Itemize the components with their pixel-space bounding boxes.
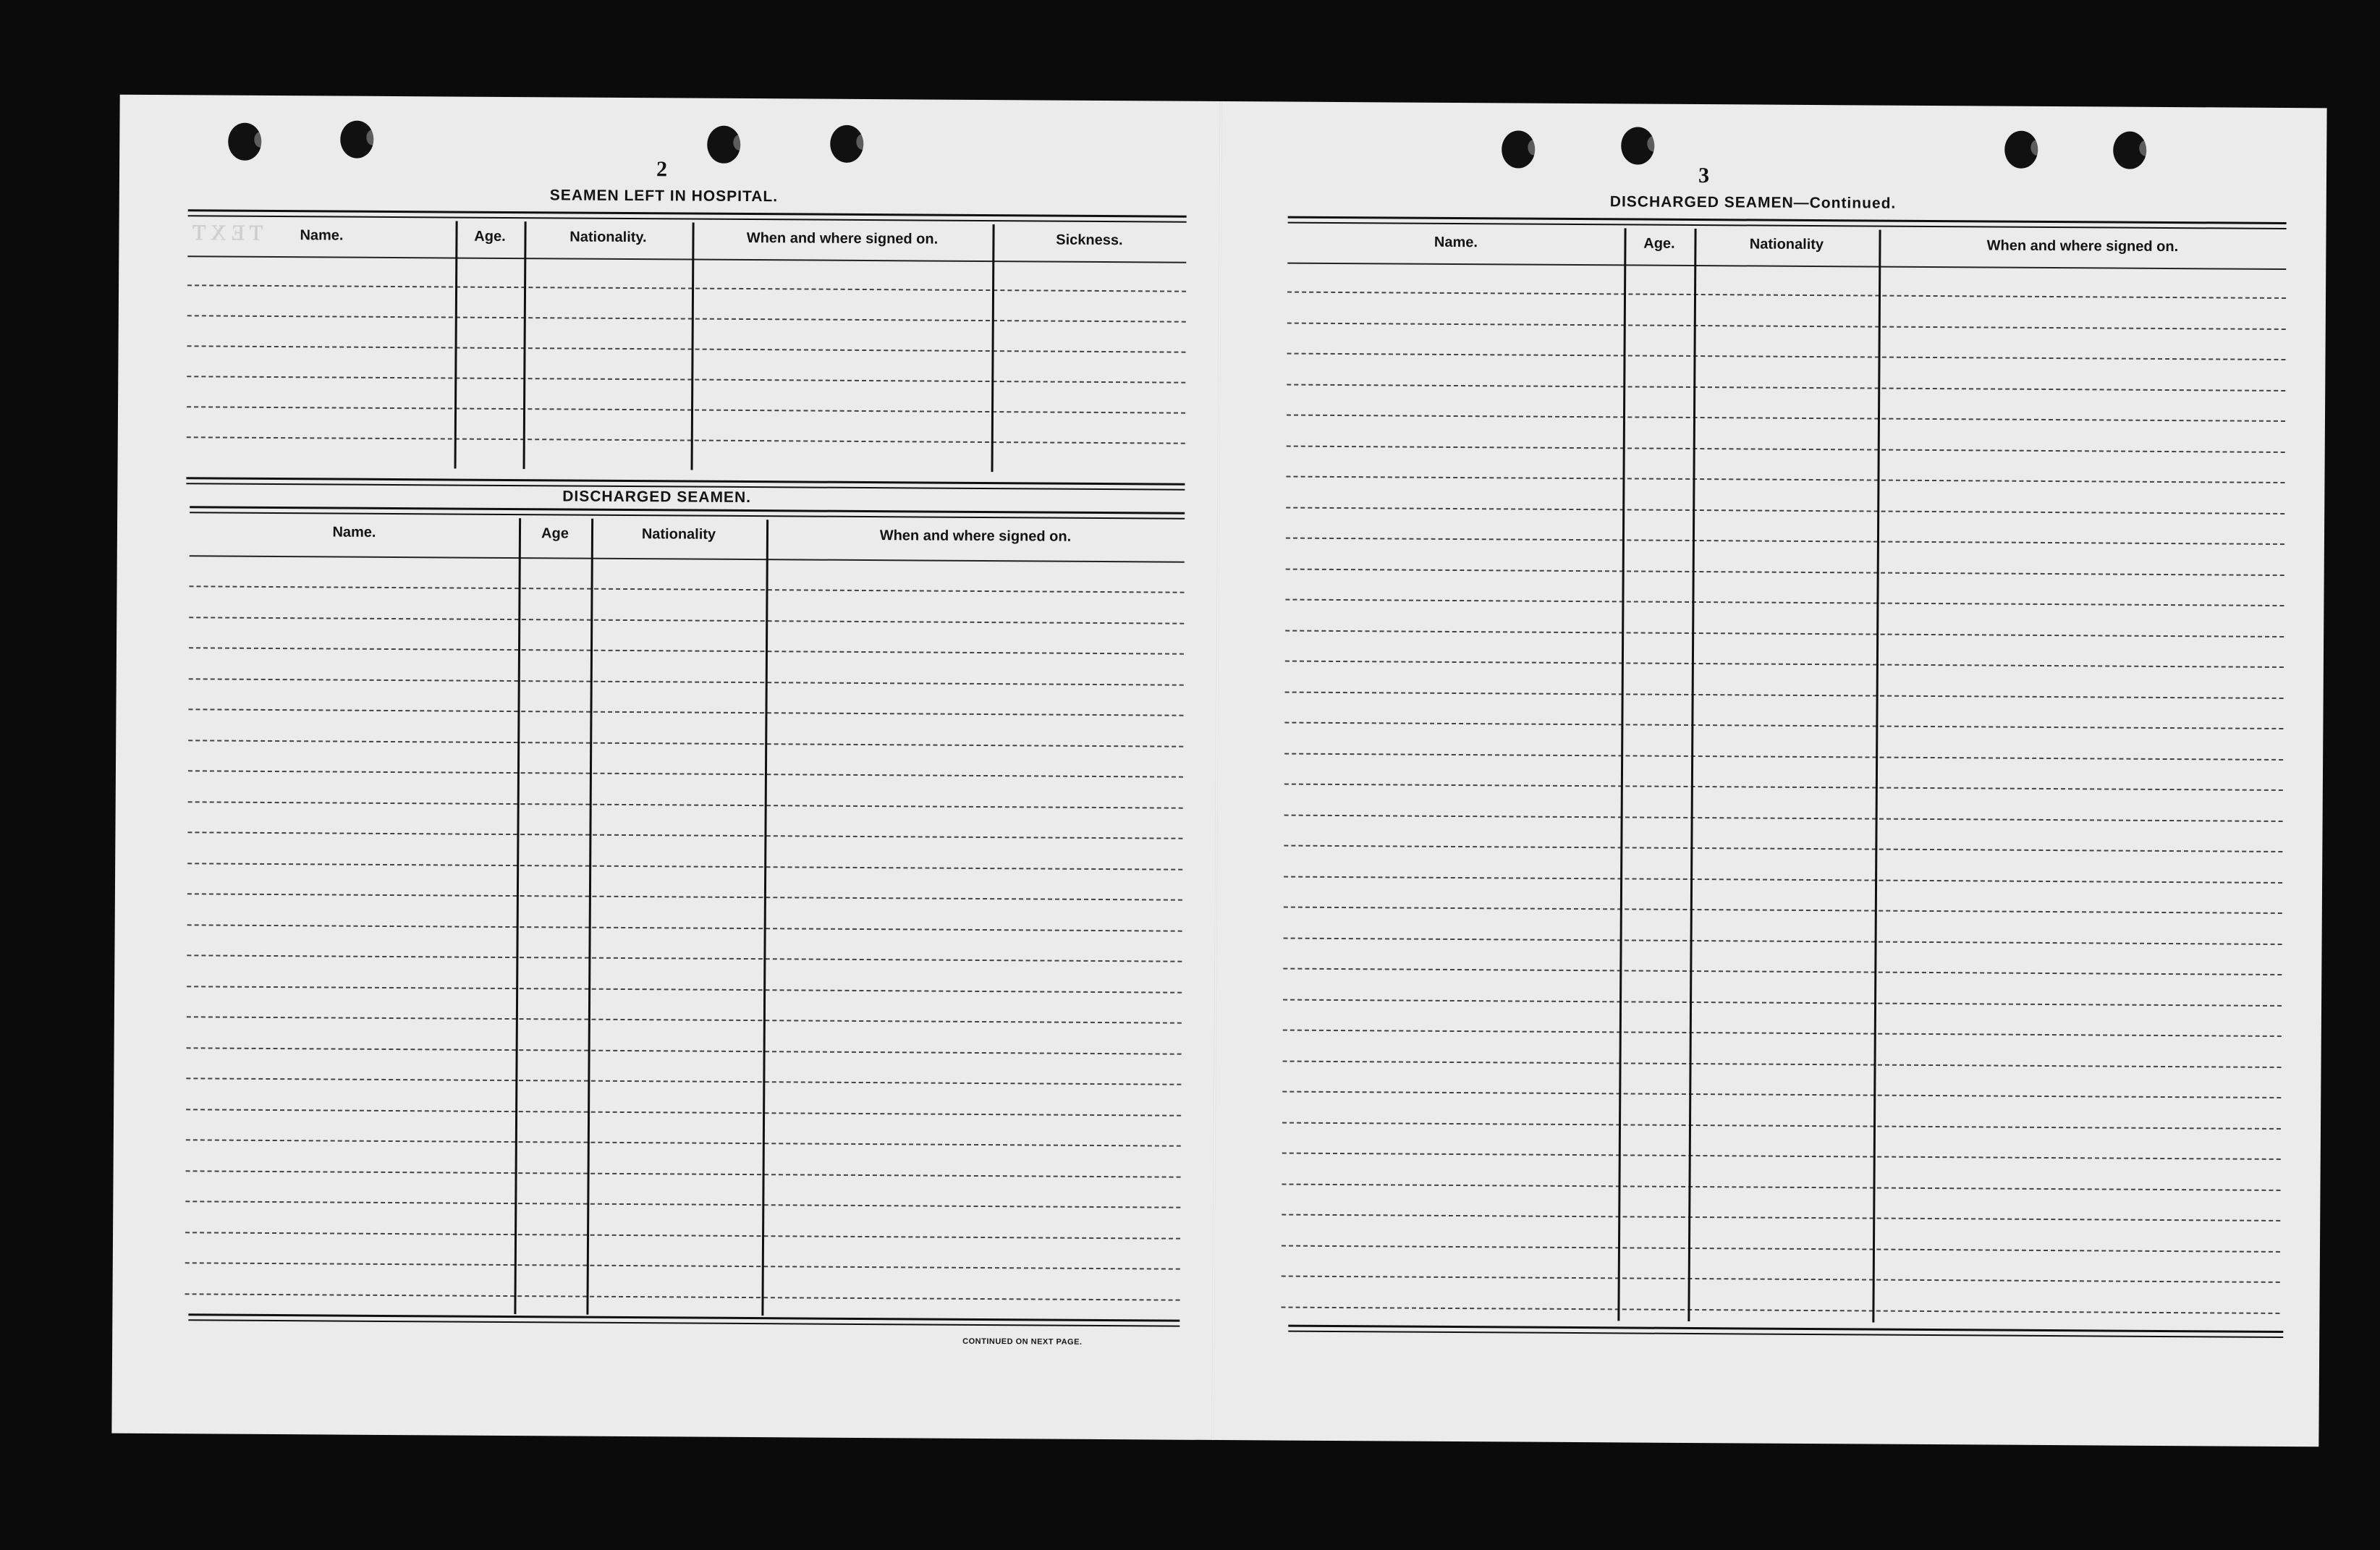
column-header-name: Name. (332, 524, 376, 541)
discharged-section-title: DISCHARGED SEAMEN. (562, 488, 752, 507)
column-divider (1687, 229, 1696, 1321)
column-header-name: Name. (1433, 234, 1478, 251)
ruled-entry-line (187, 863, 1182, 870)
ruled-entry-line (186, 1077, 1181, 1085)
hospital-section-title: SEAMEN LEFT IN HOSPITAL. (549, 187, 779, 206)
continued-note: CONTINUED ON NEXT PAGE. (962, 1337, 1083, 1347)
right-page (1219, 101, 2326, 1447)
column-header-signed-on: When and where signed on. (879, 528, 1072, 545)
ruled-entry-line (1283, 999, 2282, 1006)
header-rule (190, 555, 1185, 562)
ruled-entry-line (188, 740, 1183, 747)
ruled-entry-line (1284, 753, 2283, 760)
page-number: 3 (1698, 164, 1710, 188)
table-bottom-rule (186, 477, 1185, 485)
ruled-entry-line (187, 1047, 1182, 1054)
ruled-entry-line (1282, 1214, 2280, 1221)
table-bottom-rule (1288, 1325, 2283, 1333)
ruled-entry-line (187, 315, 1186, 322)
ruled-entry-line (187, 406, 1185, 413)
ruled-entry-line (1284, 907, 2282, 914)
ruled-entry-line (187, 831, 1182, 839)
ruled-entry-line (1287, 445, 2285, 452)
ruled-entry-line (1284, 845, 2282, 852)
punch-hole (830, 125, 863, 163)
ruled-entry-line (186, 1109, 1181, 1116)
left-page (111, 95, 1219, 1440)
ruled-entry-line (185, 1200, 1180, 1208)
punch-hole (1621, 127, 1654, 164)
ruled-entry-line (1284, 876, 2282, 883)
punch-hole (340, 121, 373, 158)
ruled-entry-line (188, 801, 1183, 808)
ruled-entry-line (187, 986, 1182, 993)
ruled-entry-line (1283, 1060, 2282, 1067)
punch-hole (1502, 130, 1535, 168)
ruled-entry-line (187, 924, 1182, 931)
ruled-entry-line (1286, 568, 2284, 575)
ruled-entry-line (187, 436, 1185, 444)
ruled-entry-line (187, 345, 1186, 352)
ruled-entry-line (1282, 1091, 2281, 1098)
column-header-nationality: Nationality. (569, 229, 647, 246)
ruled-entry-line (1283, 1030, 2282, 1037)
ruled-entry-line (1283, 968, 2282, 975)
ruled-entry-line (185, 1232, 1180, 1239)
column-header-age: Age. (474, 228, 506, 245)
table-top-rule (190, 506, 1185, 514)
ruled-entry-line (190, 585, 1185, 593)
column-divider (761, 520, 768, 1316)
ruled-entry-line (187, 893, 1182, 900)
ruled-entry-line (1286, 538, 2284, 545)
ruled-entry-line (1287, 353, 2286, 360)
ruled-entry-line (187, 954, 1182, 962)
ruled-entry-line (1287, 322, 2286, 329)
ruled-entry-line (1287, 384, 2285, 391)
ruled-entry-line (185, 1262, 1180, 1269)
ruled-entry-line (1282, 1153, 2281, 1160)
column-header-nationality: Nationality (1749, 236, 1824, 253)
ruled-entry-line (189, 678, 1184, 685)
ruled-entry-line (1282, 1245, 2280, 1252)
ruled-entry-line (189, 617, 1184, 624)
ruled-entry-line (1286, 476, 2284, 483)
column-divider (1872, 230, 1881, 1323)
header-rule (187, 255, 1186, 263)
ruled-entry-line (1284, 937, 2282, 944)
ruled-entry-line (186, 1139, 1181, 1146)
ruled-entry-line (187, 284, 1186, 292)
punch-hole (2113, 132, 2146, 169)
header-rule (1287, 263, 2286, 270)
discharged-continued-title: DISCHARGED SEAMEN—Continued. (1609, 193, 1897, 212)
ruled-entry-line (1282, 1122, 2281, 1129)
punch-hole (228, 123, 261, 161)
ruled-entry-line (1285, 630, 2284, 637)
ruled-entry-line (187, 1016, 1182, 1023)
punch-hole (2004, 131, 2038, 169)
ruled-entry-line (1285, 599, 2284, 606)
ruled-entry-line (1286, 507, 2284, 514)
ruled-entry-line (189, 647, 1184, 654)
bleed-through-text: ᴛᴇxᴛ (187, 211, 263, 247)
ruled-entry-line (1284, 784, 2283, 791)
table-top-rule (1288, 216, 2287, 224)
column-header-nationality: Nationality (641, 526, 716, 543)
column-header-age: Age (541, 525, 569, 542)
column-divider (514, 518, 521, 1314)
column-divider (586, 519, 593, 1315)
ruled-entry-line (188, 770, 1183, 777)
column-header-sickness: Sickness. (1056, 232, 1123, 249)
punch-hole (707, 126, 740, 164)
column-header-signed-on: When and where signed on. (746, 229, 939, 247)
manifest-sheet (111, 95, 2326, 1447)
ruled-entry-line (1284, 814, 2283, 821)
ruled-entry-line (1287, 415, 2285, 422)
ruled-entry-line (1285, 661, 2284, 668)
ruled-entry-line (1284, 722, 2283, 729)
ruled-entry-line (186, 1170, 1181, 1177)
ruled-entry-line (1287, 292, 2286, 299)
table-top-rule (188, 209, 1187, 217)
ruled-entry-line (185, 1293, 1180, 1300)
ruled-entry-line (1285, 691, 2284, 698)
ruled-entry-line (1282, 1183, 2281, 1190)
page-number: 2 (656, 157, 668, 182)
ruled-entry-line (187, 376, 1185, 383)
table-bottom-rule (188, 1313, 1180, 1321)
ruled-entry-line (1281, 1306, 2279, 1313)
ruled-entry-line (188, 708, 1183, 716)
column-header-signed-on: When and where signed on. (1986, 237, 2179, 255)
column-header-name: Name. (300, 227, 344, 244)
column-header-age: Age. (1643, 235, 1675, 252)
column-divider (1617, 228, 1626, 1321)
ruled-entry-line (1282, 1276, 2280, 1283)
